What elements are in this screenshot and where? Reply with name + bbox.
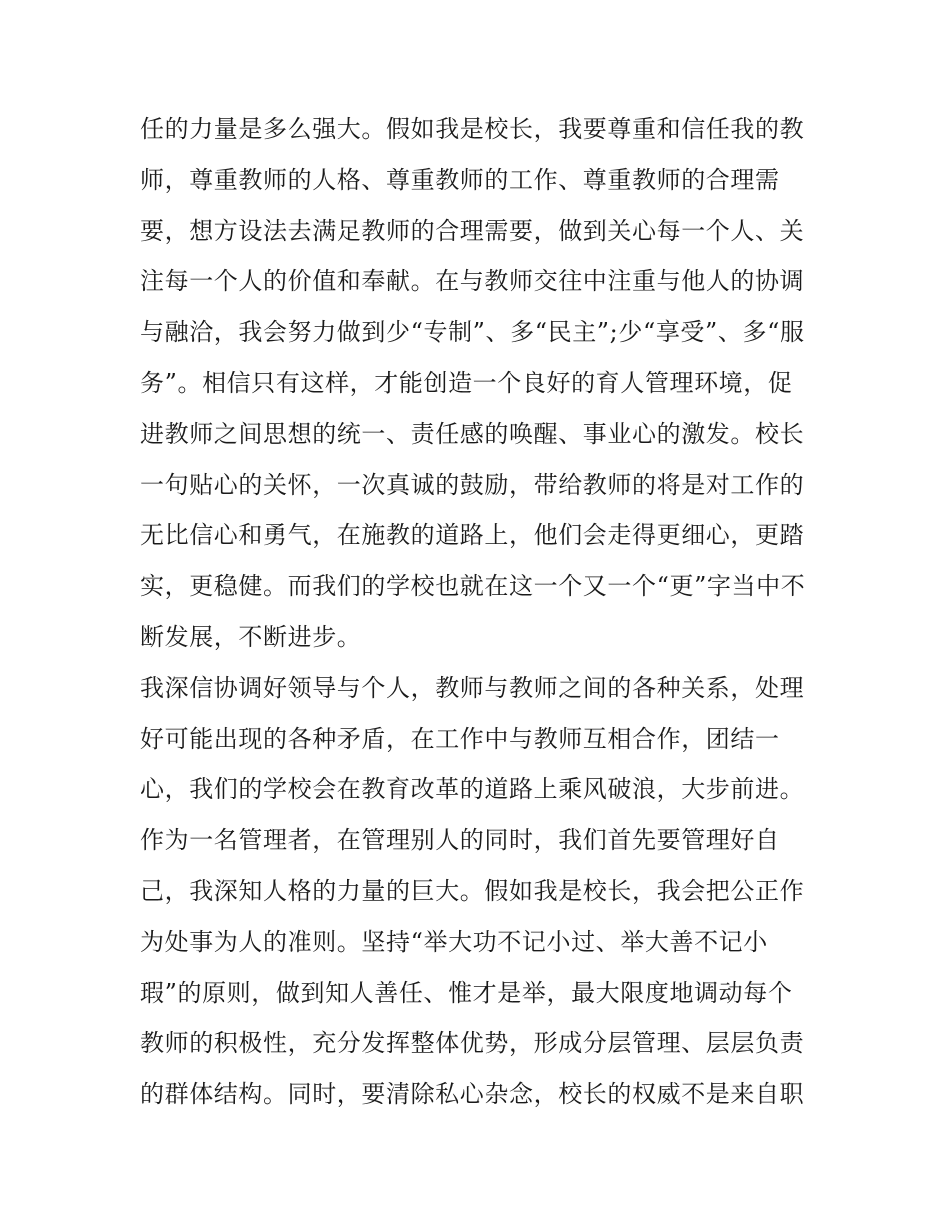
body-text (140, 104, 830, 1120)
text-line: 务”。相信只有这样，才能创造一个良好的育人管理环境，促 (140, 368, 793, 397)
text-line: 为处事为人的准则。坚持“举大功不记小过、举大善不记小 (140, 927, 768, 956)
text-line: 断发展，不断进步。 (140, 622, 362, 651)
text-line: 心，我们的学校会在教育改革的道路上乘风破浪，大步前进。 (140, 775, 805, 804)
text-line: 要，想方设法去满足教师的合理需要，做到关心每一个人、关 (140, 216, 805, 245)
text-line: 实，更稳健。而我们的学校也就在这一个又一个“更”字当中不 (140, 572, 806, 601)
text-line: 好可能出现的各种矛盾，在工作中与教师互相合作，团结一 (140, 724, 780, 753)
text-line: 进教师之间思想的统一、责任感的唤醒、事业心的激发。校长 (140, 419, 805, 448)
text-line: 我深信协调好领导与个人，教师与教师之间的各种关系，处理 (140, 673, 805, 702)
text-line: 无比信心和勇气，在施教的道路上，他们会走得更细心，更踏 (140, 521, 805, 550)
text-line: 一句贴心的关怀，一次真诚的鼓励，带给教师的将是对工作的 (140, 470, 805, 499)
text-line: 教师的积极性，充分发挥整体优势，形成分层管理、层层负责 (140, 1029, 805, 1058)
text-line: 己，我深知人格的力量的巨大。假如我是校长，我会把公正作 (140, 876, 805, 905)
text-line: 师，尊重教师的人格、尊重教师的工作、尊重教师的合理需 (140, 165, 780, 194)
text-line: 与融洽，我会努力做到少“专制”、多“民主”;少“享受”、多“服 (140, 318, 805, 347)
text-line: 瑕”的原则，做到知人善任、惟才是举，最大限度地调动每个 (140, 978, 793, 1007)
text-line: 注每一个人的价值和奉献。在与教师交往中注重与他人的协调 (140, 267, 805, 296)
text-line: 任的力量是多么强大。假如我是校长，我要尊重和信任我的教 (140, 115, 805, 143)
text-line: 作为一名管理者，在管理别人的同时，我们首先要管理好自 (140, 826, 780, 855)
text-line: 的群体结构。同时，要清除私心杂念，校长的权威不是来自职 (140, 1080, 805, 1109)
